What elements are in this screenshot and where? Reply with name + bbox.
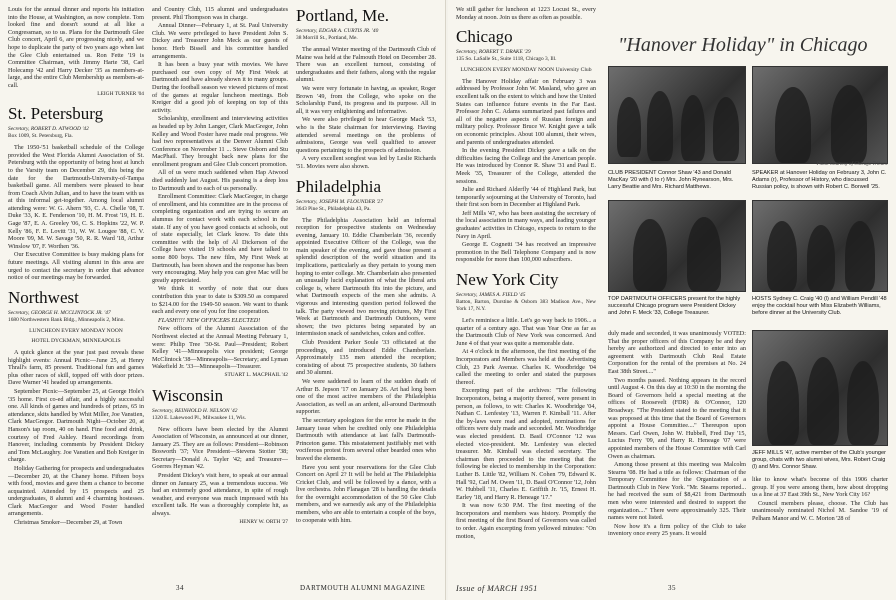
paragraph: Enrollment Committee: Clark MacGregor, in charge of enrollment, and his committee are in the process of completing organization and are trying to secure an alumnus for contact work with each school in the state. If any of you have good contacts at schools, out of state especially, let Clark know. To date this committee with the help of Al Dickerson of the College have visited 19 schools and have talked to some 800 boys. The new film, My First Week at Dartmouth, has been shown and the response has been very encouraging. May help you can give Mac will be greatly appreciated. [152, 193, 288, 284]
address-line: 1320 E. Lakewood Pl., Milwaukee 11, Wis. [152, 414, 246, 421]
address-line: Box 1009, St. Petersburg, Fla. [8, 133, 73, 140]
paragraph: The secretary apologizes for the error he made in the January issue when he credited only one Philadelphia Dartmouth with attendance at last fall's Dartmouth-Princeton game. This misstatement justifiably met with vociferous protest from several other bearded ones who braved the elements. [296, 416, 436, 462]
address-line: Batton, Barton, Durstine & Osborn 383 Madison Ave., New York 17, N.Y. [456, 299, 596, 313]
paragraph: and Country Club, 115 alumni and undergraduates present. Phil Thompson was in charge. [152, 6, 288, 21]
paragraph: All of us were much saddened when Hap Atwood died suddenly last August. His passing is a deep loss to Dartmouth and to each of us personally. [152, 169, 288, 192]
paragraph: Have you sent your reservations for the Glee Club Concert on April 2? It will be held at The Philadelphia Cricket Club, and will be followed by a dance, with a live orchestra. John Flanagan '28 is handling the details for the overnight accommodation of the 50 Glee Club members, and we earnestly ask any of the Philadelphia members, who are able to entertain a couple of the boys, to cooperate with him. [296, 463, 436, 524]
paragraph: At 4 o'clock in the afternoon, the first meeting of the Incorporators and Members was held at the Advertising Club, 23 Park Avenue. Charles K. Woodbridge '04 called the meeting to order and stated the purposes thereof. [456, 348, 596, 386]
signature: LEIGH TURNER '04 [97, 90, 144, 97]
section-title-chicago: Chicago [456, 27, 513, 47]
secretary-line: Secretary, JAMES A. FIELD '45 [456, 292, 526, 299]
intro-text: Louis for the annual dinner and reports his initiation into the House, at Washington, as now complete. Tom looked fine and doesn't sound at all like a Congressman, so to us. Plans for the Dartmouth Glee Club concert, April 6, are progressing nicely, and we hope to duplicate the party of two years ago when last the Glee Club entertained us. Ron Fette '19 is Committee Chairman, with Jimmy Harte '38, Carl Holecamp '42 and Harry Decker '35 as members-at-large, and the entire Club Membership as members-at-call. [8, 6, 144, 89]
paragraph: George E. Cognetti '34 has received an impressive promotion in the Bell Telephone Company and is now responsible for more than 100,000 subscribers. [456, 241, 596, 264]
section-title-philadelphia: Philadelphia [296, 176, 381, 196]
secretary-line: Secretary, GEORGE H. MCCLINTOCK JR. '47 [8, 309, 111, 316]
photo-credit: Photo Courtesy of Chicago Tribune [816, 162, 888, 167]
paragraph: Julie and Richard Alderfly '44 of Highland Park, but temporarily sojourning at the University of Toronto, had their first son born in December at Highland Park. [456, 186, 596, 209]
photo-jeff-mills [752, 330, 888, 446]
paragraph: It was now 6:30 P.M. The first meeting of the Incorporators and members was history. Promptly the first meeting of the first Board of Governors was called to order. Again excerpting from yellowed minutes: "On motion, [456, 502, 596, 540]
feature-headline: "Hanover Holiday" in Chicago [618, 34, 868, 56]
paragraph: New officers have been elected by the Alumni Association of Wisconsin, as announced at our dinner, January 25. They are as follows: President—Robinson Bosworth '37; Vice President—Stevens Stotter '38; Secretary—Donald A. Tayler '42; and Treasurer—Goerres Heyman '42. [152, 425, 288, 471]
caption-photo-3: TOP DARTMOUTH OFFICERS present for the highly successful Chicago program were President Dickey and John F. Meck '33, College Treasurer. [608, 296, 741, 316]
paragraph: September Picnic—September 25, at George Hole's '35 home. First co-ed affair, and a highly successful one. All kinds of games and hundreds of prizes, 65 in attendance, skits handled by Whit Miller, Joe Vanstien, Clark MacGregor. Dartmouth Night—October 20, at Hanson's tap room, 40 on hand. Fine food and drink, courtesy of Fred Ashley. Heard recordings from Hanover, including comments by President Dickey and Tom McLaughry. Joe Vanstien and Bob Kreiger in charge. [8, 387, 144, 464]
paragraph: Jeff Mills '47, who has been assisting the secretary of the local association in many ways, and leading younger graduates' activities in Chicago, expects to return to the Navy in April. [456, 209, 596, 240]
paragraph: Club President Parker Soule '33 officiated at the proceedings, and introduced Eddie Chamberlain. Approximately 135 men attended the reception; consisting of about 75 prospective students, 30 fathers and 30 alumni. [296, 339, 436, 377]
left-page [0, 0, 446, 600]
paragraph: The Hanover Holiday affair on February 3 was addressed by Professor John W. Masland, who gave an excellent talk on the extent to which and how the United States can influence future events in the Far East. Professor John C. Adams summarized past failures and all of the negative aspects of Russian foreign and military policy. Professor Bruce W. Knight gave a talk on economic principles. About 100 alumni, their wives, and parents of undergraduates attended. [456, 77, 596, 146]
column-2 [152, 6, 288, 580]
secretary-line: Secretary, ROBERT T. DRAKE '29 [456, 49, 531, 56]
paragraph: The Philadelphia Association held an informal reception for prospective students on Wednesday evening, January 10. Eddie Chamberlain '36, recently appointed Executive Officer of the College, was the main speaker of the evening, and gave those present a splendid description of the world situation and its implications, particularly as they pertain to young men hoping to enter college. Mr. Chamberlain also presented an unusually lucid explanation of what the liberal arts college is, where Dartmouth fits into the picture, and what Dartmouth expects of the men she admits. A vigorous and interesting question period followed the talk. The party viewed two moving pictures, My First Week at Dartmouth and Dartmouth Outdoors, were shown; the two pictures being separated by an intermission snack of sandwiches, cokes and coffee. [296, 216, 436, 338]
paragraph: We were very fortunate in having, as speaker, Roger Brown '49, from the College, who spoke on the Scholarship Fund, its progress and its purpose. All in all, it was very enlightening and informative. [296, 84, 436, 115]
paragraph: Our Executive Committee is busy making plans for future meetings. All visiting alumni in this area are urged to contact the secretary in order that advance notice of our meetings may be forwarded. [8, 251, 144, 282]
paragraph: Among those present at this meeting was Malcolm Stearns '08. He had a title as follows: Chairman of the Temporary Committee for the Organization of a Dartmouth Club in New York. "Mr. Stearns reported... he had received the sum of $8,421 from Dartmouth men who were interested and desired to support the organization...." There were approximately 325. Their names were not listed. [608, 461, 746, 522]
paragraph: Now how it's a firm policy of the Club to take inventory once every 25 years. It would [608, 522, 746, 538]
paragraph: Scholarship, enrollment and interviewing activities as headed up by John Langer, Clark MacGregor, John Kelley and Wood Foster have made real progress. We had two representatives at the Denver Alumni Club Conference on November 11 ... Steve Osborn and Stu MacPhail. They brought back new plans for the enrollment program and Glee Club concert promotion. [152, 115, 288, 168]
section-title-wisconsin: Wisconsin [152, 385, 224, 405]
paragraph: In the evening President Dickey gave a talk on the difficulties facing the College and the American people. He was introduced by Connor R. Shaw '31 and Paul E. Meek '35, Treasurer of the College, attended the sessions. [456, 147, 596, 185]
paragraph: A quick glance at the year just past reveals these highlight events: Annual Picnic—June 25, at Henry Thrall's farm, 85 present. Traditional fun and games plus other races of skill, topped off with door prizes. Dave Warner '41 headed up arrangements. [8, 349, 144, 387]
paragraph: like to know what's become of this 1906 charter group. If you were among them, how about dropping us a line at 37 East 39th St., New York City 16? [752, 476, 888, 499]
column-1 [8, 6, 144, 580]
signature: HENRY W. ORTH '27 [239, 518, 288, 525]
paragraph: We were also privileged to hear George Mack '53, who is the State chairman for interviewing. Having attended several meetings on the problems of admissions, George was well qualified to answer questions pertaining to the prospects of admission. [296, 116, 436, 154]
paragraph: A very excellent songfest was led by Leslie Richards '51. Movies were also shown. [296, 155, 436, 170]
paragraph: Let's reminisce a little. Let's go way back to 1906... a quarter of a century ago. That was Year One as far as the Dartmouth Club of New York was concerned. And June 4 of that year was quite a memorable date. [456, 317, 596, 347]
section-title-northwest: Northwest [8, 287, 79, 307]
address-line: 135 So. LaSalle St., Suite 1118, Chicago 3, Ill. [456, 56, 557, 63]
paragraph: We were saddened to learn of the sudden death of Arthur B. Jepson '17 on January 26. Art had long been one of the most active members of the Philadelphia Association, as well as an ardent, all-around Dartmouth supporter. [296, 377, 436, 416]
magazine-title: DARTMOUTH ALUMNI MAGAZINE [300, 584, 426, 592]
paragraph: We think it worthy of note that our dues contribution this year to date is $309.50 as compared to $214.00 for the 1949-50 season. We want to thank each and every one of you for fine cooperation. [152, 285, 288, 316]
caption-photo-1: CLUB PRESIDENT Connor Shaw '43 and Donald MacKay '20 with (l to r) Mrs. John Rynearson, Mrs. Larry Beattie and Mrs. Richard Matthews. [608, 170, 734, 190]
issue-date: Issue of MARCH 1951 [456, 584, 538, 593]
paragraph: New officers of the Alumni Association of the Northwest elected at the Annual Meeting February 1, were: Philip Tree '30-St. Paul—President; Robert Kelley '41—Minneapolis vice president; George McClintock '38—Minneapolis—Secretary; and Lyman Wakefield Jr. '33—Minneapolis—Treasurer. [152, 325, 288, 371]
flash-headline: FLASH!!!! NEW OFFICERS ELECTED! [158, 316, 261, 324]
section-title-portland: Portland, Me. [296, 6, 390, 25]
paragraph: The annual Winter meeting of the Dartmouth Club of Maine was held at the Falmouth Hotel on December 28. There was an excellent turnout, consisting of undergraduates and their fathers, along with the regular alumni. [296, 46, 436, 84]
page-number-right: 35 [668, 584, 676, 592]
caption-photo-4: HOSTS Sydney C. Craig '40 (l) and William Pendill '48 enjoy the cocktail hour with Miss Elizabeth Williams, before dinner at the University Club. [752, 296, 887, 316]
address-line: 1680 Northwestern Bank Bldg., Minneapolis 2, Minn. [8, 316, 125, 323]
page-number-left: 34 [176, 584, 184, 592]
secretary-line: Secretary, ROBERT D. ATWOOD '42 [8, 126, 89, 133]
column-4 [456, 6, 596, 580]
secretary-line: Secretary, REINHOLD H. NELSON '42 [152, 407, 238, 414]
secretary-line: Secretary, JOSEPH M. FLOUNDER '27 [296, 198, 383, 205]
photo-club-president [608, 66, 746, 164]
paragraph: duly made and seconded, it was unanimously VOTED: That the proper officers of this Company be and they hereby are authorized and directed to enter into an agreement with Dartmouth Club Real Estate Corporation for the rental of the premises at No. 24 East 38th Street...." [608, 330, 746, 375]
paragraph: The 1950-'51 basketball schedule of the College provided the West Florida Alumni Association of St. Petersburg with the opportunity of being host at lunch to the Varsity team on December 29, this being the date for the Dartmouth-University-of-Tampa basketball game. All members were pleased to hear from Coach Alvin Julian, and to have the team with us at this informal get-together. Among local alumni attending were: W. G. Ahern '93, C. A. Chelle '08, T. Duke '33, K. E. Fenderson '10, H. M. Frost '19, H. E. Gage '87, E. A. Greeley '06, C. S. Hopkins '22, W. P. Kelly '86, F. E. Lovitt '31, W. W. Lougee '88, C. V. Moore '09, M. W. Savage '50, R. R. Ward '18, Arthur Winslow '07, F. Worthen '36. [8, 144, 144, 250]
right-page [448, 0, 896, 600]
photo-top-officers [608, 200, 746, 292]
paragraph: President Dickey's visit here, to speak at our annual dinner on January 25, was a tremendous success. We had an extremely good attendance, in spite of rough weather, and everyone was much impressed with his excellent talk. He was a thoroughly complete hit, as always. [152, 472, 288, 518]
photo-hosts [752, 200, 888, 292]
paragraph: Holiday Gathering for prospects and undergraduates—December 20, at the Chaney home. Fifteen boys with food, movies and gave them a chance to become acquainted. Attended by 15 prospects and 25 undergraduates, 8 alumni and 4 charming hostesses. Clark MacGregor and Wood Foster handled arrangements. [8, 464, 144, 518]
luncheon-notice: LUNCHEON EVERY MONDAY NOON [29, 327, 123, 334]
paragraph: Annual Dinner—February 1, at St. Paul University Club. We were privileged to have President John S. Dickey and Treasurer John Meck as our guests of honor. Herb Bissell and his committee handled arrangements. [152, 22, 288, 60]
luncheon-notice: LUNCHEON EVERY MONDAY NOON University Club [460, 67, 592, 74]
paragraph: We still gather for luncheon at 1223 Locust St., every Monday at noon. Join us there as often as possible. [456, 6, 596, 21]
photo-speaker [752, 66, 888, 164]
luncheon-location: HOTEL DYCKMAN, MINNEAPOLIS [31, 338, 121, 345]
signature: STUART L. MACPHAIL '42 [224, 371, 288, 378]
caption-photo-2: SPEAKER at Hanover Holiday on February 3, John C. Adams (r), Professor of History, who discussed Russian policy, is shown with Robert C. Borwell '25. [752, 170, 887, 190]
paragraph: Two months passed. Nothing appears in the record until August 4. On this day at 10:30 in the morning the Board of Governors held a special meeting at the offices of Roosevelt (FDR) & O'Connor, 120 Broadway. "The President stated to the meeting that it was proposed at this time that the Board of Governors appoint a House Committee...." Thereupon upon Messrs. Carl Owen, John W. Hubbell, Fred Day '15, Lucius Ferry '09, and Harry R. Heneage '07 were appointed members of the House Committee with Carl Owen as chairman. [608, 376, 746, 460]
paragraph: Council members please, choose. The Club has unanimously nominated Nichol M. Sandoe '19 of Pelham Manor and W. C. Morton '28 of [752, 499, 888, 522]
column-6 [752, 476, 888, 580]
address-line: 38 Morrill St., Portland, Me. [296, 35, 358, 41]
section-title-new-york: New York City [456, 270, 559, 290]
caption-photo-5: JEFF MILLS '47, active member of the Club's younger group, chats with two alumni wives, Mrs. Robert Craig (l) and Mrs. Connor Shaw. [752, 450, 886, 470]
column-3 [296, 6, 436, 580]
section-title-st-petersburg: St. Petersburg [8, 104, 104, 124]
paragraph: Excerpting part of the archives: "The following Incorporators, being a majority thereof, were present in person, as follows, to wit: Charles K. Woodbridge '04, Nathan C. Lenfestey '13, Warren F. Kimball '11. After the by-laws were read and adopted, nominations for officers were duly made and seconded. Mr. Woodbridge was elected president. D. Basil O'Connor '12 was elected vice-president. Mr. Lenfestey was elected treasurer. Mr. Kimball was elected secretary. The chairman then proceeded to the meeting that the following be elected to membership in the Corporation: Luther B. Little '82, William N. Cohen '79, Edward K. Hall '92, Carl M. Owen '11, D. Basil O'Connor '12, John W. Hubbell '11, Charles E. Griffith Jr. '15, Ernest H. Earley '18, and Harry R. Heneage '17." [456, 387, 596, 501]
secretary-line: Secretary, EDGAR A. CURTIS JR. '40 [296, 28, 379, 34]
column-5 [608, 330, 746, 580]
paragraph: It has been a busy year with movies. We have purchased our own copy of My First Week at Dartmouth and have already shown it to many groups. During the football season we viewed pictures of most of the games at regular luncheon meetings. Bob Kreiger did a good job of keeping on top of this activity. [152, 61, 288, 114]
paragraph: Christmas Smoker—December 29, at Town [14, 519, 123, 527]
address-line: 3643 Pine St., Philadelphia 43, Pa. [296, 205, 371, 212]
